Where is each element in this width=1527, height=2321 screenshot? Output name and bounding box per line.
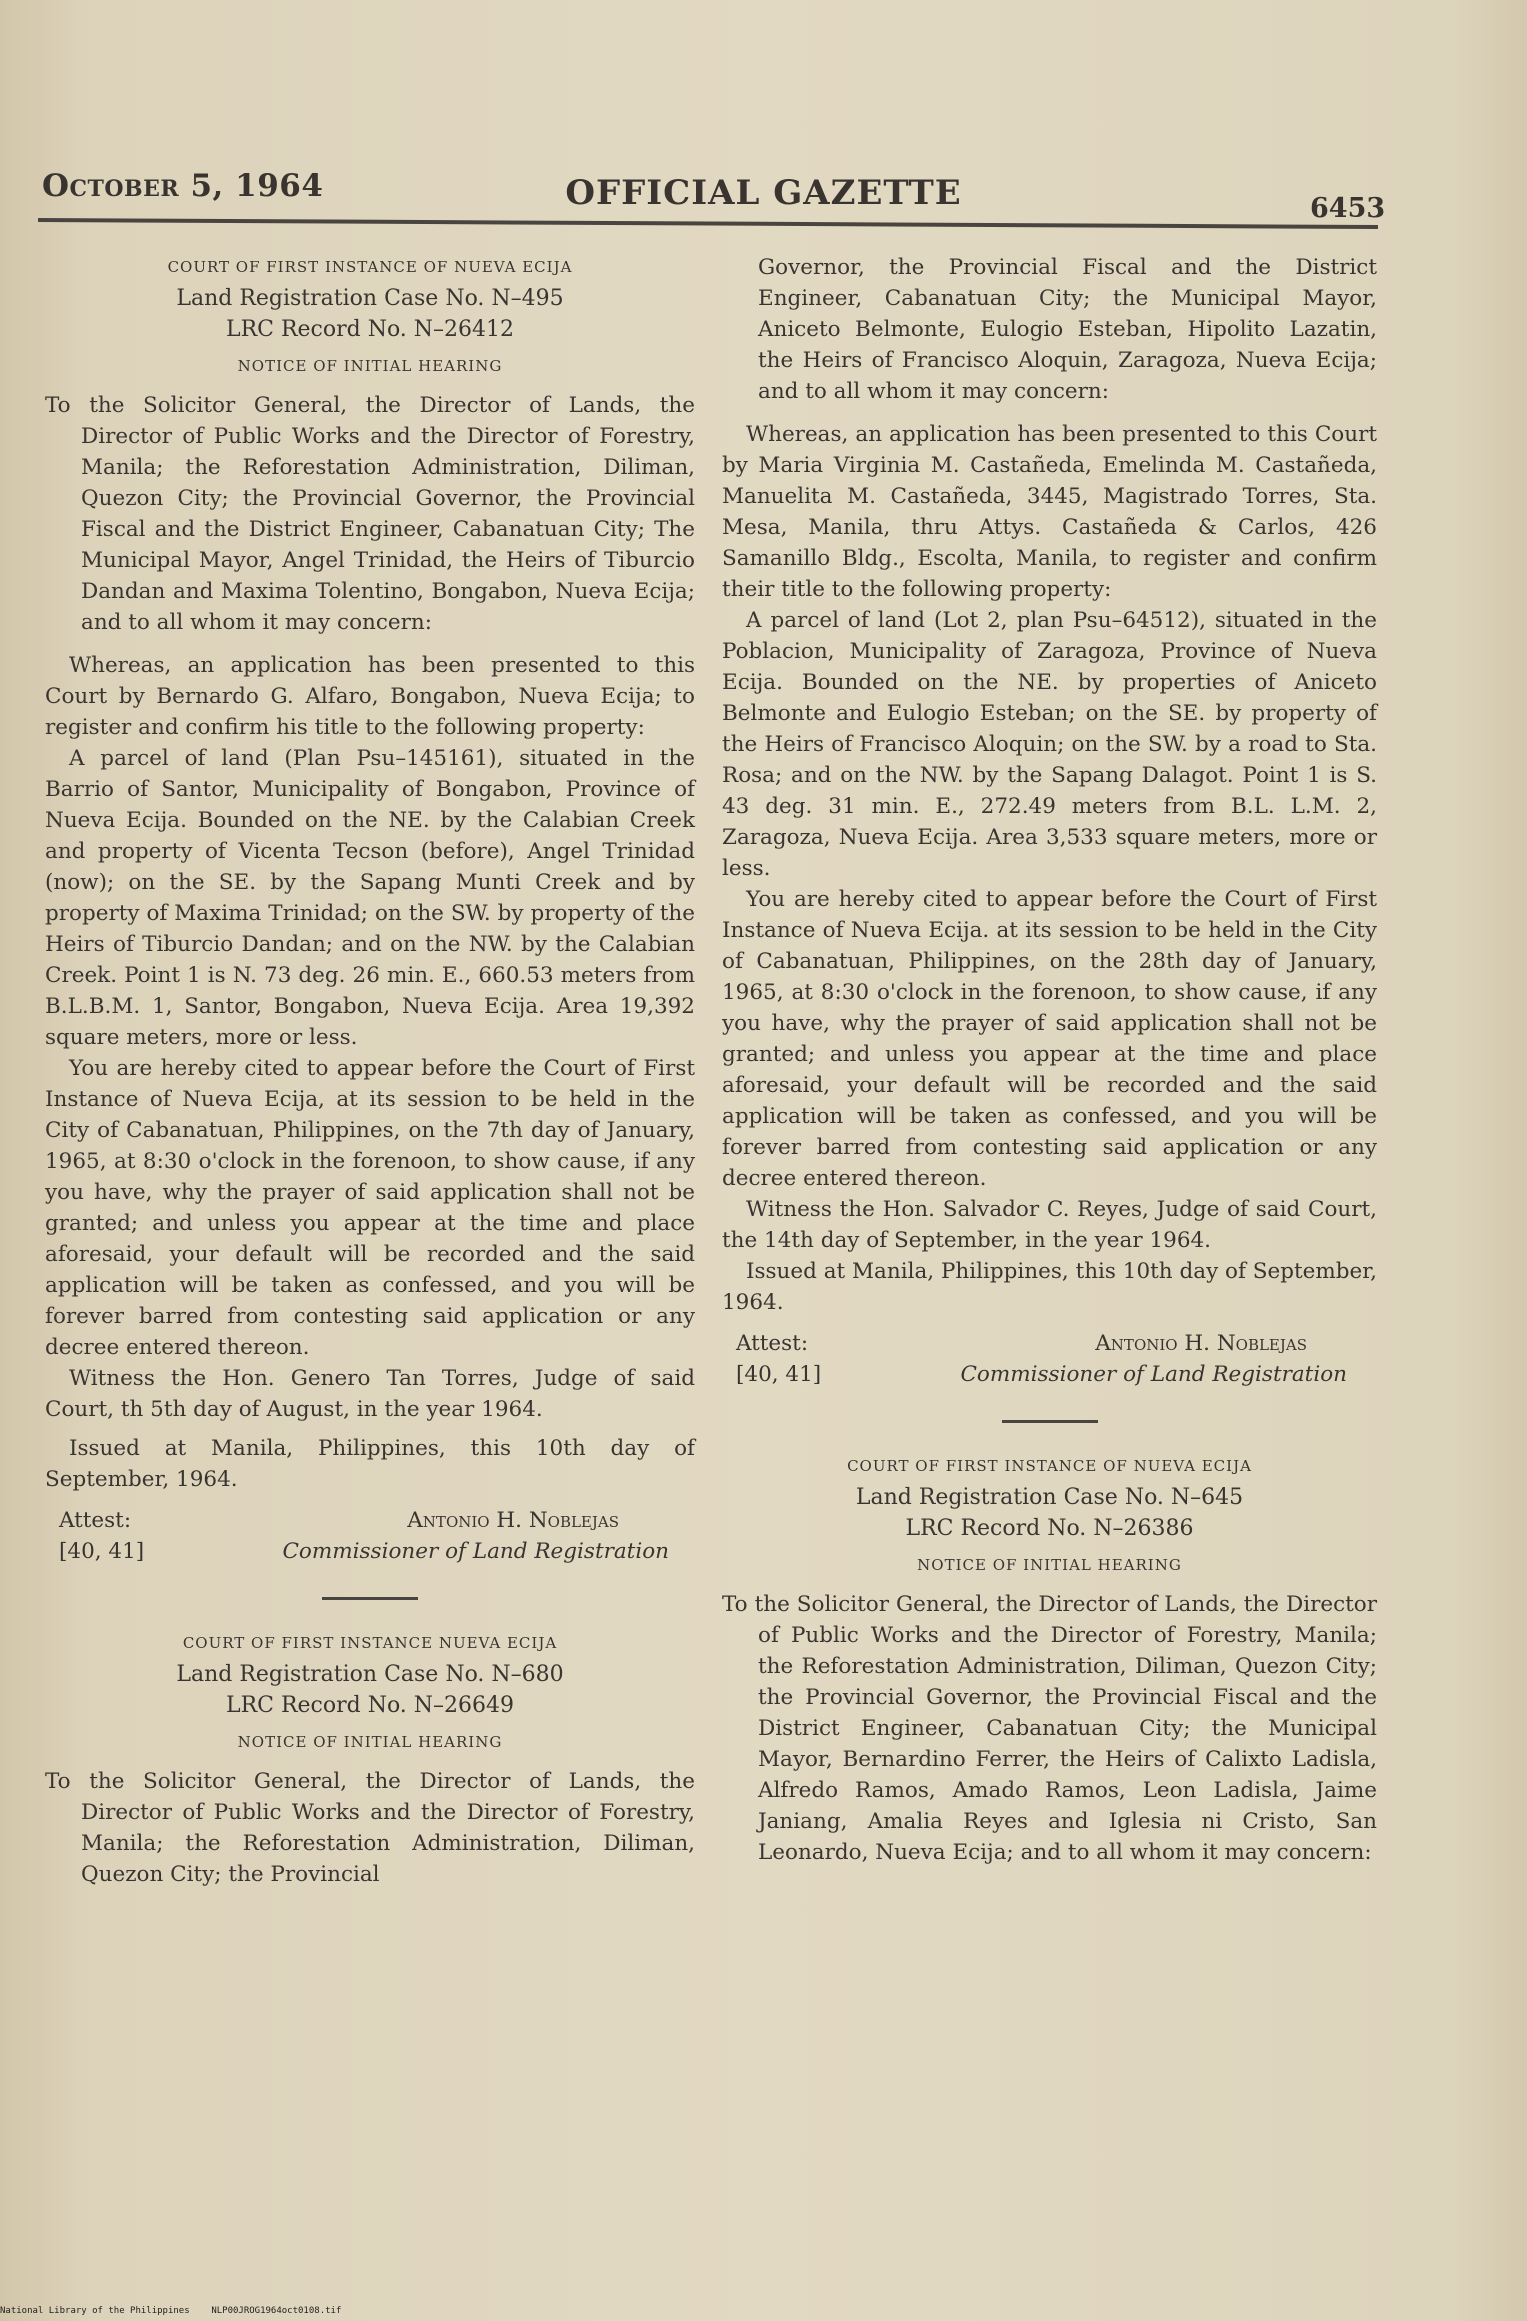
notice-heading: NOTICE OF INITIAL HEARING xyxy=(917,1556,1182,1574)
publication-title: OFFICIAL GAZETTE xyxy=(565,173,962,213)
notice-case-n495 xyxy=(45,252,695,1567)
attest-name: Antonio H. Noblejas xyxy=(1095,1331,1307,1356)
attest-line xyxy=(722,1328,1377,1359)
section-divider xyxy=(322,1597,418,1600)
notice-address-continued: Governor, the Provincial Fiscal and the District Engineer, Cabanatuan City; the Municipal Mayor, Aniceto Belmonte, Eulogio Esteban, Hipolito Lazatin, the Heirs of Francisco Aloquin, Zaragoza, Nueva Ecija; and to all whom it may concern: xyxy=(758,255,1377,404)
whereas-paragraph: Whereas, an application has been presented to this Court by Bernardo G. Alfaro, Bongabon, Nueva Ecija; to register and confirm his title to the following property: xyxy=(45,653,695,740)
parcel-description: A parcel of land (Plan Psu–145161), situated in the Barrio of Santor, Municipality of Bongabon, Province of Nueva Ecija. Bounded on the NE. by the Calabian Creek and property of Vicenta Tecson (before), Angel Trinidad (now); on the SE. by the Sapang Munti Creek and by property of Maxima Trinidad; on the SW. by property of the Heirs of Tiburcio Dandan; and on the NW. by the Calabian Creek. Point 1 is N. 73 deg. 26 min. E., 660.53 meters from B.L.B.M. 1, Santor, Bongabon, Nueva Ecija. Area 19,392 square meters, more or less. xyxy=(45,746,695,1050)
witness-paragraph: Witness the Hon. Genero Tan Torres, Judge of said Court, th 5th day of August, in the year 1964. xyxy=(45,1366,695,1422)
case-number: Land Registration Case No. N–495 xyxy=(176,286,564,311)
attest-role-line xyxy=(722,1359,1377,1390)
notice-case-n680 xyxy=(45,1628,695,1890)
header-rule xyxy=(38,218,1378,229)
attest-role: Commissioner of Land Registration xyxy=(282,1539,669,1564)
record-number: LRC Record No. N–26386 xyxy=(905,1516,1194,1541)
notice-address: To the Solicitor General, the Director of Lands, the Director of Public Works and the Director of Forestry, Manila; the Reforestation Administration, Diliman, Quezon City; the Provincial Governor, the Provincial Fiscal and the District Engineer, Cabanatuan City; the Municipal Mayor, Bernardino Ferrer, the Heirs of Calixto Ladisla, Alfredo Ramos, Amado Ramos, Leon Ladisla, Jaime Janiang, Amalia Reyes and Iglesia ni Cristo, San Leonardo, Nueva Ecija; and to all whom it may concern: xyxy=(722,1592,1377,1865)
issue-date: October 5, 1964 xyxy=(42,168,324,204)
attest-label: Attest: xyxy=(59,1508,132,1533)
scan-footer: National Library of the Philippines NLP00JROG1964oct0108.tif xyxy=(0,2306,342,2316)
notice-address: To the Solicitor General, the Director of Lands, the Director of Public Works and the Director of Forestry, Manila; the Reforestation Administration, Diliman, Quezon City; the Provincial xyxy=(45,1769,695,1887)
whereas-paragraph: Whereas, an application has been presented to this Court by Maria Virginia M. Castañeda, Emelinda M. Castañeda, Manuelita M. Castañeda, 3445, Magistrado Torres, Sta. Mesa, Manila, thru Attys. Castañeda & Carlos, 426 Samanillo Bldg., Escolta, Manila, to register and confirm their title to the following property: xyxy=(722,422,1377,602)
case-number: Land Registration Case No. N–645 xyxy=(855,1485,1244,1510)
page-header xyxy=(0,0,1527,240)
notice-heading: NOTICE OF INITIAL HEARING xyxy=(237,1733,503,1751)
issued-paragraph: Issued at Manila, Philippines, this 10th day of September, 1964. xyxy=(722,1259,1377,1315)
court-name: COURT OF FIRST INSTANCE NUEVA ECIJA xyxy=(182,1634,558,1652)
notice-address: To the Solicitor General, the Director of Lands, the Director of Public Works and the Director of Forestry, Manila; the Reforestation Administration, Diliman, Quezon City; the Provincial Governor, the Provincial Fiscal and the District Engineer, Cabanatuan City; The Municipal Mayor, Angel Trinidad, the Heirs of Tiburcio Dandan and Maxima Tolentino, Bongabon, Nueva Ecija; and to all whom it may concern: xyxy=(45,393,695,635)
citation-paragraph: You are hereby cited to appear before the Court of First Instance of Nueva Ecija. at its session to be held in the City of Cabanatuan, Philippines, on the 28th day of January, 1965, at 8:30 o'clock in the forenoon, to show cause, if any you have, why the prayer of said application shall not be granted; and unless you appear at the time and place aforesaid, your default will be recorded and the said application will be taken as confessed, and you will be forever barred from contesting said application or any decree entered thereon. xyxy=(722,887,1377,1191)
right-column xyxy=(722,252,1377,1880)
court-name: COURT OF FIRST INSTANCE OF NUEVA ECIJA xyxy=(847,1457,1252,1475)
section-divider xyxy=(1002,1420,1098,1423)
issue-tag: [40, 41] xyxy=(59,1539,145,1564)
witness-paragraph: Witness the Hon. Salvador C. Reyes, Judge of said Court, the 14th day of September, in the year 1964. xyxy=(722,1197,1377,1253)
record-number: LRC Record No. N–26649 xyxy=(225,1693,515,1718)
attest-label: Attest: xyxy=(736,1331,809,1356)
attest-role-line xyxy=(45,1536,695,1567)
parcel-description: A parcel of land (Lot 2, plan Psu–64512), situated in the Poblacion, Municipality of Zaragoza, Province of Nueva Ecija. Bounded on the NE. by properties of Aniceto Belmonte and Eulogio Esteban; on the SE. by property of the Heirs of Francisco Aloquin; on the SW. by a road to Sta. Rosa; and on the NW. by the Sapang Dalagot. Point 1 is S. 43 deg. 31 min. E., 272.49 meters from B.L. L.M. 2, Zaragoza, Nueva Ecija. Area 3,533 square meters, more or less. xyxy=(722,608,1377,881)
attest-name: Antonio H. Noblejas xyxy=(407,1508,619,1533)
record-number: LRC Record No. N–26412 xyxy=(225,317,515,342)
issue-tag: [40, 41] xyxy=(736,1362,822,1387)
citation-paragraph: You are hereby cited to appear before the Court of First Instance of Nueva Ecija, at its session to be held in the City of Cabanatuan, Philippines, on the 7th day of January, 1965, at 8:30 o'clock in the forenoon, to show cause, if any you have, why the prayer of said application shall not be granted; and unless you appear at the time and place aforesaid, your default will be recorded and the said application will be taken as confessed, and you will be forever barred from contesting said application or any decree entered thereon. xyxy=(45,1056,695,1360)
court-name: COURT OF FIRST INSTANCE OF NUEVA ECIJA xyxy=(167,258,573,276)
notice-case-n645 xyxy=(722,1451,1377,1868)
notice-heading: NOTICE OF INITIAL HEARING xyxy=(237,357,503,375)
notice-case-n680-continued xyxy=(722,252,1377,1390)
issued-paragraph: Issued at Manila, Philippines, this 10th day of September, 1964. xyxy=(45,1436,695,1492)
case-number: Land Registration Case No. N–680 xyxy=(176,1662,564,1687)
attest-role: Commissioner of Land Registration xyxy=(960,1362,1347,1387)
left-column xyxy=(45,252,695,1890)
page-number: 6453 xyxy=(1310,193,1386,224)
attest-line xyxy=(45,1505,695,1536)
